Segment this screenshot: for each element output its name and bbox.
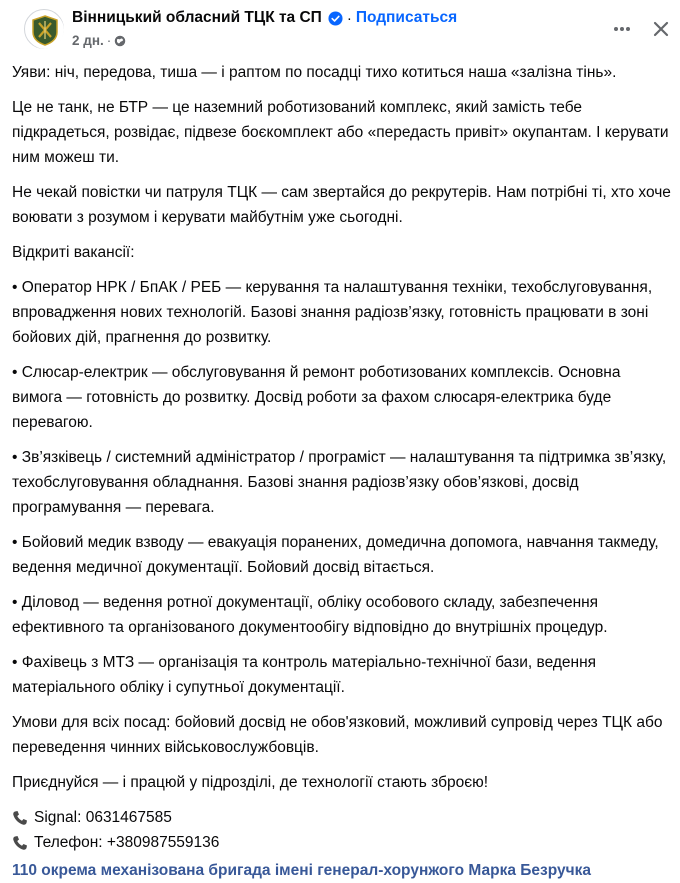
vacancy-item: • Оператор НРК / БпАК / РЕБ — керування та налаштування техніки, техобслуговування, впровадження нових технологій. Базові знання радіозв’язку, готовність працювати в зоні бойових дій, прагнення до розвитку.	[12, 279, 653, 346]
vacancy-item: • Діловод — ведення ротної документації, обліку особового складу, забезпечення ефективного та організованого документообігу відповідно до внутрішніх процедур.	[12, 594, 608, 636]
globe-icon	[114, 35, 126, 47]
paragraph-intro: Уяви: ніч, передова, тиша — і раптом по посадці тихо котиться наша «залізна тінь».	[12, 64, 617, 81]
post-time[interactable]: 2 дн.	[72, 33, 104, 48]
follow-button[interactable]: Подписаться	[355, 9, 458, 26]
signal-contact	[12, 805, 672, 830]
phone-contact	[12, 830, 672, 855]
close-icon	[651, 19, 671, 39]
separator: ·	[346, 9, 352, 27]
more-horizontal-icon	[612, 19, 632, 39]
post-header	[12, 0, 668, 58]
signal-number: Signal: 0631467585	[34, 809, 172, 826]
vacancy-item: • Фахівець з МТЗ — організація та контроль матеріально-технічної бази, ведення матеріального обліку і супутньої документації.	[12, 654, 597, 696]
meta-separator: ·	[106, 33, 112, 48]
paragraph-robot: Це не танк, не БТР — це наземний роботизований комплекс, який замість тебе підкрадеться, розвідає, підвезе боєкомплект або «передасть привіт» окупантам. І керувати ним можеш ти.	[12, 99, 669, 166]
post-body	[12, 60, 672, 883]
close-button[interactable]	[643, 11, 679, 47]
verified-badge-icon	[328, 11, 343, 26]
paragraph-conditions: Умови для всіх посад: бойовий досвід не обов'язковий, можливий супровід через ТЦК або переведення чинних військовослужбовців.	[12, 714, 663, 756]
paragraph-call: Не чекай повістки чи патруля ТЦК — сам звертайся до рекрутерів. Нам потрібні ті, хто хоче воювати з розумом і керувати майбутнім уже сьогодні.	[12, 184, 671, 226]
vacancy-item: • Зв’язківець / системний адміністратор / програміст — налаштування та підтримка зв’язку, техобслуговування обладнання. Базові знання радіозв’язку обов’язкові, досвід програмування — перевага.	[12, 449, 667, 516]
vacancies-title: Відкриті вакансії:	[12, 244, 135, 261]
paragraph-join: Приєднуйся — і працюй у підрозділі, де технології стають зброєю!	[12, 774, 489, 791]
telephone-receiver-icon	[12, 810, 28, 826]
author-name[interactable]: Вінницький обласний ТЦК та СП	[72, 9, 322, 26]
brigade-page-link[interactable]: 110 окрема механізована бригада імені генерал-хорунжого Марка Безручка	[12, 862, 592, 879]
author-line	[72, 9, 457, 27]
more-options-button[interactable]	[604, 11, 640, 47]
post-meta	[72, 33, 126, 48]
avatar[interactable]	[24, 9, 64, 49]
tck-emblem-icon	[25, 10, 65, 50]
phone-number: Телефон: +380987559136	[34, 834, 220, 851]
vacancy-item: • Бойовий медик взводу — евакуація поранених, домедична допомога, навчання такмеду, ведення медичної документації. Бойовий досвід вітається.	[12, 534, 659, 576]
vacancy-item: • Слюсар-електрик — обслуговування й ремонт роботизованих комплексів. Основна вимога — готовність до розвитку. Досвід роботи за фахом слюсаря-електрика буде перевагою.	[12, 364, 621, 431]
telephone-receiver-icon	[12, 835, 28, 851]
brigade-link-line	[12, 858, 672, 883]
